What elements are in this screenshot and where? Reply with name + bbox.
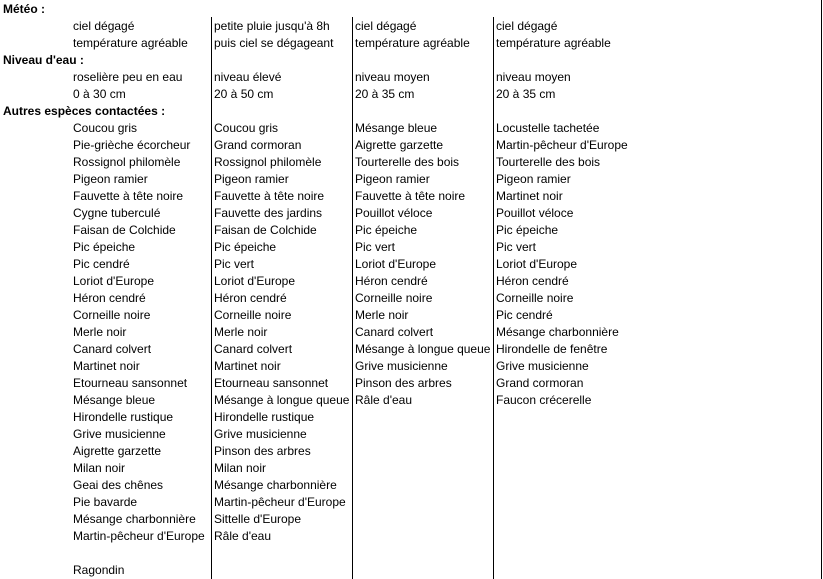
species-cell: Coucou gris [73, 121, 138, 135]
species-cell: Corneille noire [355, 291, 433, 305]
species-cell: Martinet noir [73, 359, 140, 373]
species-cell: Aigrette garzette [355, 138, 444, 152]
species-cell: Pic épeiche [214, 240, 277, 254]
species-cell: Merle noir [214, 325, 268, 339]
species-cell: Pic épeiche [496, 223, 559, 237]
species-cell: Tourterelle des bois [496, 155, 601, 169]
meteo-cell: ciel dégagé [496, 19, 558, 33]
species-cell: Loriot d'Europe [214, 274, 296, 288]
niveau-cell: 0 à 30 cm [73, 87, 126, 101]
species-cell: Merle noir [355, 308, 409, 322]
species-cell: Faisan de Colchide [73, 223, 176, 237]
species-cell: Grive musicienne [496, 359, 589, 373]
species-cell: Pouillot véloce [355, 206, 433, 220]
species-cell: Pic cendré [496, 308, 553, 322]
species-cell: Pigeon ramier [214, 172, 289, 186]
species-cell: Pic épeiche [73, 240, 136, 254]
species-cell: Fauvette des jardins [214, 206, 323, 220]
niveau-cell: niveau élevé [214, 70, 282, 84]
species-cell: Grand cormoran [214, 138, 302, 152]
species-cell: Geai des chênes [73, 478, 164, 492]
species-cell: Locustelle tachetée [496, 121, 600, 135]
species-cell: Milan noir [214, 461, 267, 475]
species-cell: Tourterelle des bois [355, 155, 460, 169]
meteo-cell: température agréable [496, 36, 611, 50]
species-cell: Mésange bleue [355, 121, 438, 135]
species-cell: Grand cormoran [496, 376, 584, 390]
species-cell: Rossignol philomèle [214, 155, 322, 169]
species-cell: Râle d'eau [214, 529, 271, 543]
species-cell: Grive musicienne [73, 427, 166, 441]
section-niveau-eau: Niveau d'eau : [3, 53, 84, 67]
species-cell: Loriot d'Europe [355, 257, 437, 271]
column-divider-1 [211, 17, 212, 579]
species-cell: Corneille noire [496, 291, 574, 305]
species-cell: Grive musicienne [214, 427, 307, 441]
meteo-cell: petite pluie jusqu'à 8h [214, 19, 330, 33]
species-cell: Fauvette à tête noire [214, 189, 325, 203]
species-cell: Héron cendré [214, 291, 287, 305]
species-cell: Pie bavarde [73, 495, 138, 509]
species-cell: Héron cendré [355, 274, 428, 288]
species-cell: Martin-pêcheur d'Europe [214, 495, 346, 509]
niveau-cell: 20 à 35 cm [355, 87, 415, 101]
niveau-cell: roselière peu en eau [73, 70, 183, 84]
species-cell: Fauvette à tête noire [355, 189, 466, 203]
niveau-cell: 20 à 35 cm [496, 87, 556, 101]
section-autres-especes: Autres espèces contactées : [3, 104, 166, 118]
species-cell: Cygne tuberculé [73, 206, 161, 220]
species-cell: Hirondelle de fenêtre [496, 342, 608, 356]
species-cell: Martinet noir [496, 189, 563, 203]
column-divider-2 [352, 17, 353, 579]
niveau-cell: niveau moyen [355, 70, 430, 84]
species-cell: Héron cendré [496, 274, 569, 288]
species-cell: Martin-pêcheur d'Europe [73, 529, 205, 543]
species-cell: Mésange charbonnière [73, 512, 196, 526]
species-cell: Fauvette à tête noire [73, 189, 184, 203]
species-cell: Héron cendré [73, 291, 146, 305]
species-cell: Pouillot véloce [496, 206, 574, 220]
species-cell: Rossignol philomèle [73, 155, 181, 169]
meteo-cell: ciel dégagé [355, 19, 417, 33]
species-cell: Pinson des arbres [355, 376, 452, 390]
species-cell: Aigrette garzette [73, 444, 162, 458]
species-cell: Pic épeiche [355, 223, 418, 237]
column-divider-3 [493, 17, 494, 579]
species-cell: Etourneau sansonnet [73, 376, 188, 390]
species-cell: Martinet noir [214, 359, 281, 373]
species-cell: Pigeon ramier [496, 172, 571, 186]
species-cell: Hirondelle rustique [214, 410, 315, 424]
species-cell: Mésange à longue queue [355, 342, 491, 356]
species-cell: Faisan de Colchide [214, 223, 317, 237]
niveau-cell: 20 à 50 cm [214, 87, 274, 101]
species-cell: Pic vert [355, 240, 396, 254]
species-cell: Pic vert [496, 240, 537, 254]
niveau-cell: niveau moyen [496, 70, 571, 84]
species-cell: Grive musicienne [355, 359, 448, 373]
species-cell: Mésange bleue [73, 393, 156, 407]
species-cell: Coucou gris [214, 121, 279, 135]
species-cell: Pie-grièche écorcheur [73, 138, 191, 152]
species-cell: Canard colvert [355, 325, 434, 339]
species-cell: Milan noir [73, 461, 126, 475]
species-cell: Pic vert [214, 257, 255, 271]
species-cell: Canard colvert [73, 342, 152, 356]
species-cell: Mésange charbonnière [214, 478, 337, 492]
species-cell: Corneille noire [73, 308, 151, 322]
species-cell [73, 545, 211, 562]
species-cell: Merle noir [73, 325, 127, 339]
species-cell: Pigeon ramier [355, 172, 430, 186]
meteo-cell: température agréable [73, 36, 188, 50]
species-cell: Canard colvert [214, 342, 293, 356]
species-cell: Ragondin [73, 563, 125, 577]
species-cell: Sittelle d'Europe [214, 512, 302, 526]
species-cell: Râle d'eau [355, 393, 412, 407]
section-meteo: Météo : [3, 2, 45, 16]
species-cell: Mésange charbonnière [496, 325, 619, 339]
species-cell: Loriot d'Europe [496, 257, 578, 271]
species-cell: Hirondelle rustique [73, 410, 174, 424]
species-cell: Loriot d'Europe [73, 274, 155, 288]
species-cell: Pigeon ramier [73, 172, 148, 186]
meteo-cell: ciel dégagé [73, 19, 135, 33]
species-cell: Pinson des arbres [214, 444, 311, 458]
species-cell: Martin-pêcheur d'Europe [496, 138, 628, 152]
species-cell: Mésange à longue queue [214, 393, 350, 407]
species-cell: Pic cendré [73, 257, 130, 271]
meteo-cell: température agréable [355, 36, 470, 50]
species-cell: Etourneau sansonnet [214, 376, 329, 390]
species-cell: Corneille noire [214, 308, 292, 322]
species-cell: Faucon crécerelle [496, 393, 592, 407]
meteo-cell: puis ciel se dégageant [214, 36, 334, 50]
